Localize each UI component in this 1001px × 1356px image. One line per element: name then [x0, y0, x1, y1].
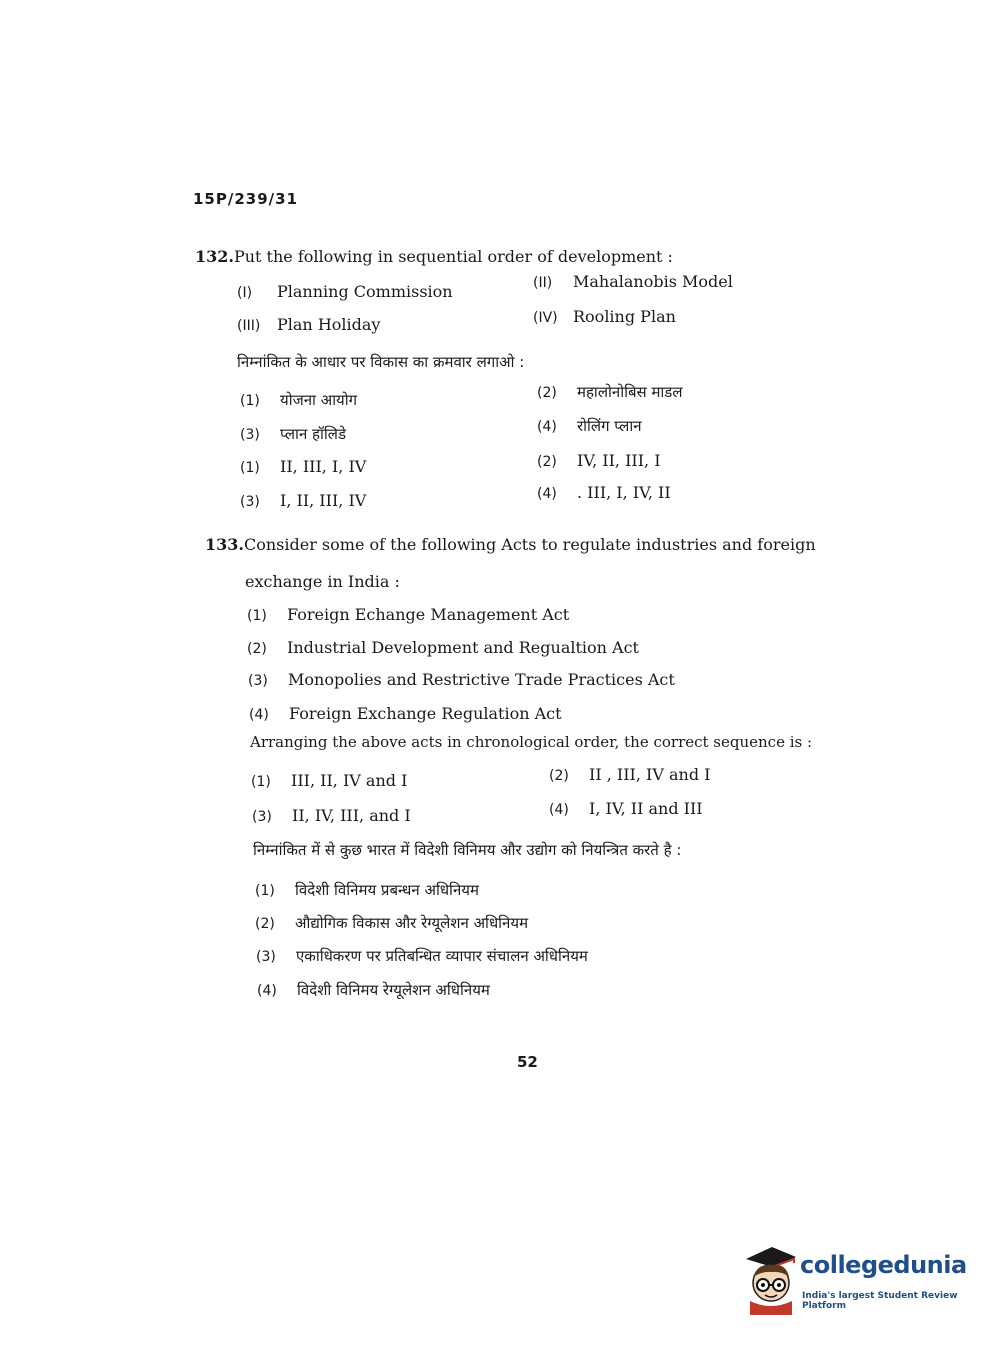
page-number: 52 [517, 1053, 538, 1071]
list-item: (2) Industrial Development and Regualtion Act [247, 638, 639, 657]
list-item: (4) रोलिंग प्लान [537, 417, 642, 435]
answer-option-1[interactable]: (1) III, II, IV and I [251, 771, 408, 790]
answer-option-4[interactable]: (4) . III, I, IV, II [537, 483, 671, 502]
question-text: Consider some of the following Acts to regulate industries and foreign [243, 535, 816, 554]
answer-option-3[interactable]: (3) I, II, III, IV [240, 491, 367, 510]
answer-option-1[interactable]: (1) II, III, I, IV [240, 457, 367, 476]
list-item: (I) Planning Commission [237, 282, 453, 301]
answer-option-4[interactable]: (4) I, IV, II and III [549, 799, 703, 818]
question-132 [195, 247, 673, 266]
mascot-icon [742, 1245, 798, 1315]
answer-option-2[interactable]: (2) IV, II, III, I [537, 451, 661, 470]
list-item: (IV) Rooling Plan [533, 307, 676, 326]
answer-option-2[interactable]: (2) II , III, IV and I [549, 765, 711, 784]
question-text: Put the following in sequential order of development : [233, 247, 673, 266]
list-item: (2) महालोनोबिस माडल [537, 383, 683, 401]
list-item: (2) औद्योगिक विकास और रेग्यूलेशन अधिनियम [255, 914, 529, 932]
list-item: (4) विदेशी विनिमय रेग्यूलेशन अधिनियम [257, 981, 490, 999]
hindi-question-132: निम्नांकित के आधार पर विकास का क्रमवार लगाओ : [237, 353, 525, 371]
logo-tagline: India's largest Student Review Platform [802, 1291, 958, 1311]
list-item: (1) Foreign Echange Management Act [247, 605, 570, 624]
list-item: (3) प्लान हॉलिडे [240, 425, 346, 443]
question-text-cont: exchange in India : [245, 572, 400, 591]
hindi-question-133: निम्नांकित में से कुछ भारत में विदेशी विनिमय और उद्योग को नियन्त्रित करते है : [253, 841, 682, 859]
collegedunia-logo [742, 1245, 972, 1320]
list-item: (1) योजना आयोग [240, 391, 358, 409]
list-item: (II) Mahalanobis Model [533, 272, 733, 291]
logo-wordmark: collegedunia [800, 1251, 967, 1279]
question-number: 133. [205, 535, 244, 554]
question-number: 132. [195, 247, 234, 266]
list-item: (1) विदेशी विनिमय प्रबन्धन अधिनियम [255, 881, 479, 899]
paper-code: 15P/239/31 [193, 190, 299, 208]
list-item: (3) एकाधिकरण पर प्रतिबन्धित व्यापार संचालन अधिनियम [256, 947, 588, 965]
instruction-text: Arranging the above acts in chronological order, the correct sequence is : [250, 733, 813, 751]
question-133 [205, 535, 816, 554]
list-item: (4) Foreign Exchange Regulation Act [249, 704, 562, 723]
list-item: (3) Monopolies and Restrictive Trade Practices Act [248, 670, 675, 689]
list-item: (III) Plan Holiday [237, 315, 381, 334]
answer-option-3[interactable]: (3) II, IV, III, and I [252, 806, 411, 825]
